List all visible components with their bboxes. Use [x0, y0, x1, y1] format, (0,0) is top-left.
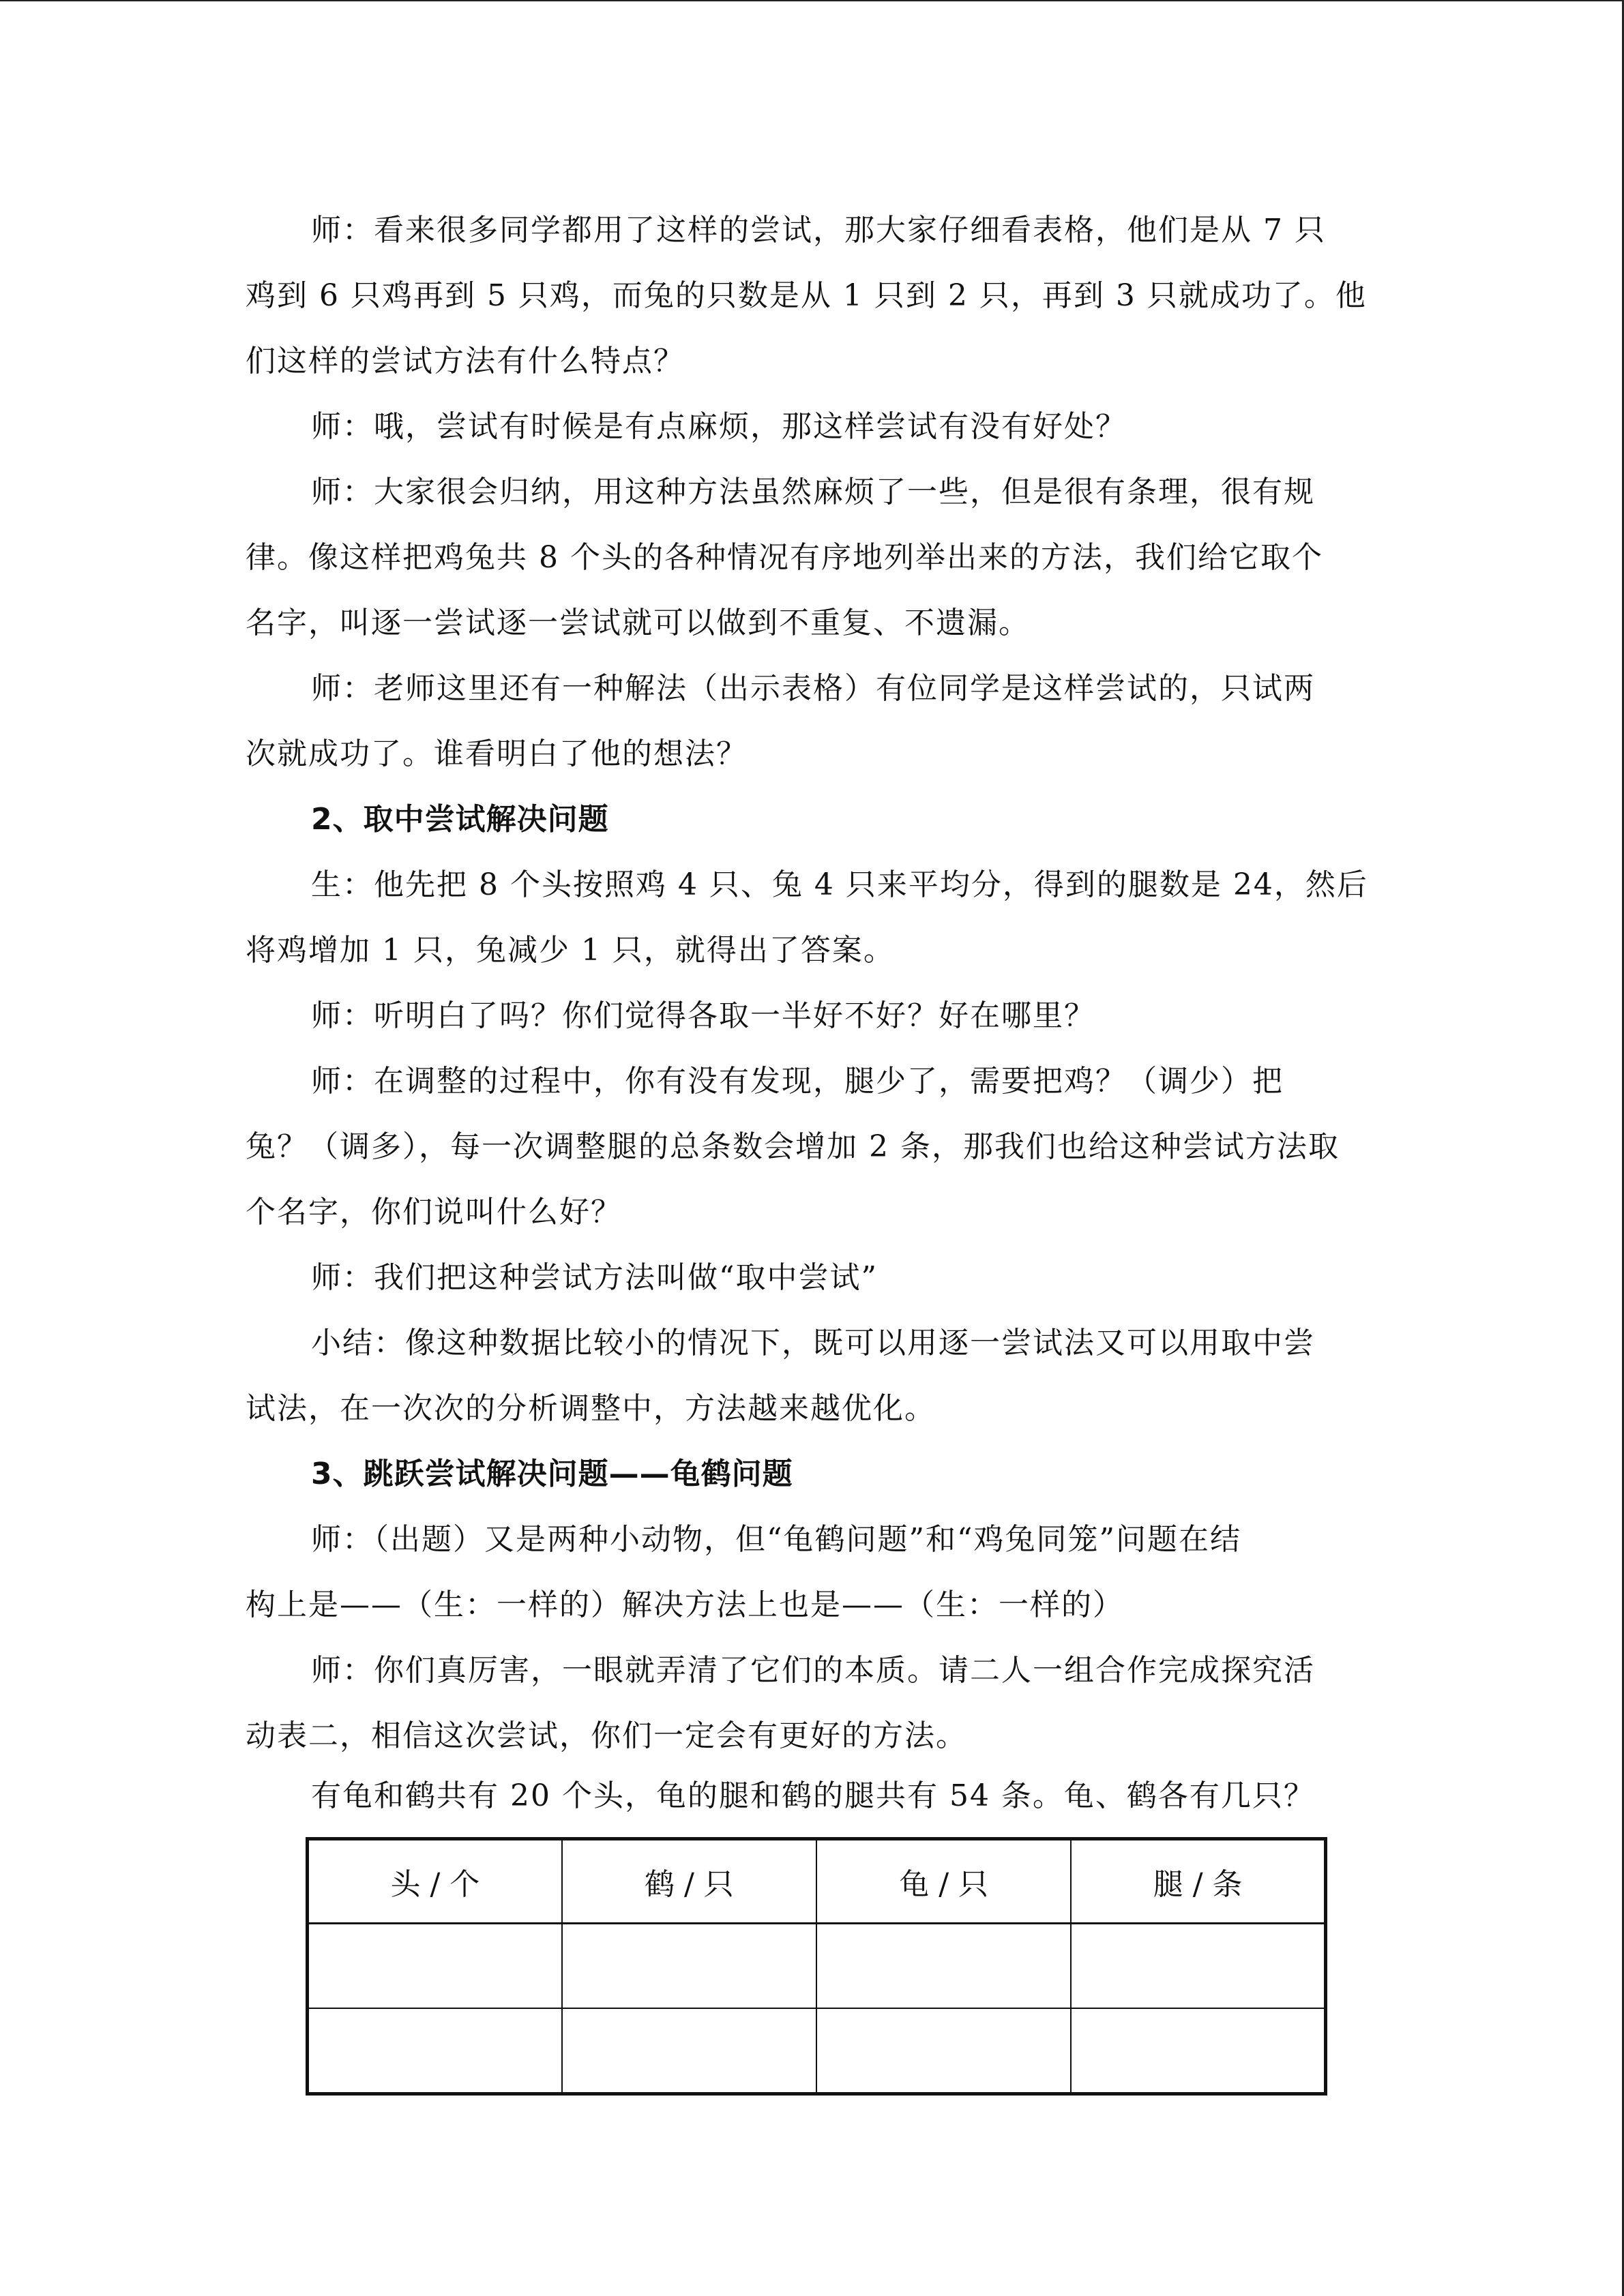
tortoise-crane-table — [306, 1837, 1327, 2096]
section-heading-2: 2、取中尝试解决问题 — [311, 802, 609, 837]
paragraph-line: 将鸡增加 1 只，兔减少 1 只，就得出了答案。 — [246, 933, 895, 968]
header-legs: 腿 / 条 — [1071, 1839, 1325, 1924]
table-row — [308, 2008, 1326, 2094]
paragraph-line: 师：看来很多同学都用了这样的尝试，那大家仔细看表格，他们是从 7 只 — [311, 213, 1326, 248]
section-heading-3: 3、跳跃尝试解决问题——龟鹤问题 — [311, 1457, 793, 1491]
table-cell[interactable] — [308, 1924, 562, 2009]
paragraph-line: 师：在调整的过程中，你有没有发现，腿少了，需要把鸡？（调少）把 — [311, 1064, 1284, 1099]
paragraph-line: 师：听明白了吗？你们觉得各取一半好不好？好在哪里？ — [311, 998, 1095, 1033]
paragraph-line: 律。像这样把鸡兔共 8 个头的各种情况有序地列举出来的方法，我们给它取个 — [246, 540, 1323, 575]
paragraph-line: 小结：像这种数据比较小的情况下，既可以用逐一尝试法又可以用取中尝 — [311, 1326, 1315, 1360]
paragraph-line: 次就成功了。谁看明白了他的想法？ — [246, 736, 748, 771]
paragraph-line: 兔？（调多），每一次调整腿的总条数会增加 2 条，那我们也给这种尝试方法取 — [246, 1129, 1340, 1164]
paragraph-line: 们这样的尝试方法有什么特点？ — [246, 344, 685, 378]
table-header-row — [308, 1839, 1326, 1924]
table-cell[interactable] — [562, 1924, 816, 2009]
header-tortoises: 龟 / 只 — [816, 1839, 1071, 1924]
paragraph-line: 构上是——（生：一样的）解决方法上也是——（生：一样的） — [246, 1587, 1124, 1622]
header-heads: 头 / 个 — [308, 1839, 562, 1924]
paragraph-line: 师：（出题）又是两种小动物，但“龟鹤问题”和“鸡兔同笼”问题在结 — [311, 1522, 1241, 1557]
table-row — [308, 1924, 1326, 2009]
table-cell[interactable] — [308, 2008, 562, 2094]
paragraph-line: 师：大家很会归纳，用这种方法虽然麻烦了一些，但是很有条理，很有规 — [311, 475, 1315, 509]
table-cell[interactable] — [1071, 2008, 1325, 2094]
paragraph-line: 师：老师这里还有一种解法（出示表格）有位同学是这样尝试的，只试两 — [311, 671, 1315, 706]
paragraph-line: 师：我们把这种尝试方法叫做“取中尝试” — [311, 1260, 878, 1295]
paragraph-line: 动表二，相信这次尝试，你们一定会有更好的方法。 — [246, 1718, 967, 1753]
table-cell[interactable] — [816, 2008, 1071, 2094]
paragraph-line: 个名字，你们说叫什么好？ — [246, 1195, 622, 1229]
table-cell[interactable] — [816, 1924, 1071, 2009]
paragraph-line: 名字，叫逐一尝试逐一尝试就可以做到不重复、不遗漏。 — [246, 606, 1030, 640]
table-cell[interactable] — [1071, 1924, 1325, 2009]
paragraph-line: 试法，在一次次的分析调整中，方法越来越优化。 — [246, 1391, 936, 1426]
paragraph-line: 生：他先把 8 个头按照鸡 4 只、兔 4 只来平均分，得到的腿数是 24，然后 — [311, 867, 1368, 902]
page-top-border — [0, 0, 1624, 1]
table-cell[interactable] — [562, 2008, 816, 2094]
paragraph-line: 鸡到 6 只鸡再到 5 只鸡，而兔的只数是从 1 只到 2 只，再到 3 只就成功了。他 — [246, 278, 1367, 313]
paragraph-line: 师：哦，尝试有时候是有点麻烦，那这样尝试有没有好处？ — [311, 409, 1127, 444]
paragraph-line: 师：你们真厉害，一眼就弄清了它们的本质。请二人一组合作完成探究活 — [311, 1653, 1315, 1688]
problem-statement: 有龟和鹤共有 20 个头，龟的腿和鹤的腿共有 54 条。龟、鹤各有几只？ — [311, 1778, 1315, 1813]
header-cranes: 鹤 / 只 — [562, 1839, 816, 1924]
